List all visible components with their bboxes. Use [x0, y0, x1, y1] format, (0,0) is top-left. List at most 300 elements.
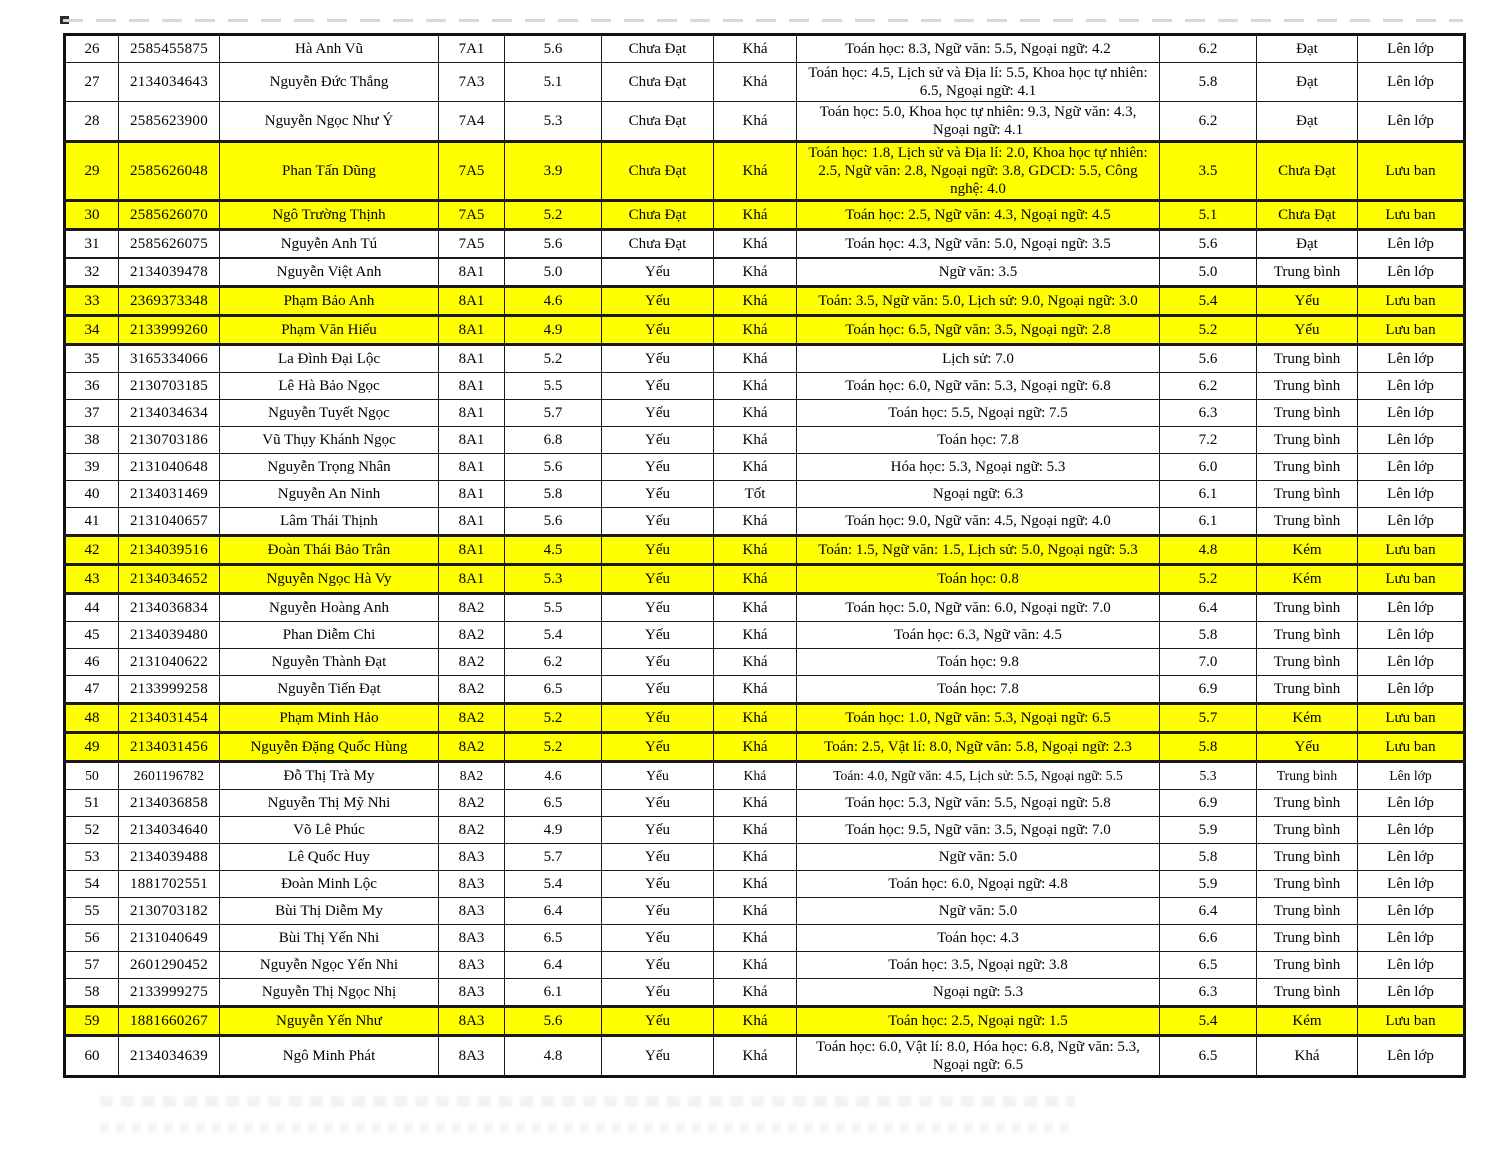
- table-row: [65, 102, 1465, 142]
- cell-status: Chưa Đạt: [602, 142, 714, 201]
- cell-result: Lưu ban: [1358, 287, 1465, 316]
- cell-rank: Khá: [1257, 1036, 1358, 1077]
- cell-rank: Trung bình: [1257, 622, 1358, 649]
- cell-rank: Trung bình: [1257, 454, 1358, 481]
- cell-status: Yếu: [602, 400, 714, 427]
- cell-conduct: Khá: [714, 733, 797, 762]
- cell-gpa: 4.8: [505, 1036, 602, 1077]
- cell-gpa2: 5.7: [1160, 704, 1257, 733]
- cell-id: 2134031469: [119, 481, 220, 508]
- cell-gpa: 5.6: [505, 508, 602, 536]
- cell-stt: 60: [65, 1036, 119, 1077]
- cell-status: Chưa Đạt: [602, 230, 714, 259]
- cell-stt: 55: [65, 898, 119, 925]
- cell-gpa: 6.1: [505, 979, 602, 1007]
- table-row: [65, 790, 1465, 817]
- cell-status: Yếu: [602, 345, 714, 373]
- cell-result: Lên lớp: [1358, 898, 1465, 925]
- cell-subjects: Toán học: 9.8: [797, 649, 1160, 676]
- cell-result: Lên lớp: [1358, 400, 1465, 427]
- cell-id: 2134039478: [119, 258, 220, 287]
- cell-name: Nguyễn Tiến Đạt: [220, 676, 439, 704]
- table-row: [65, 508, 1465, 536]
- cell-conduct: Khá: [714, 508, 797, 536]
- cell-result: Lưu ban: [1358, 142, 1465, 201]
- cell-conduct: Khá: [714, 201, 797, 230]
- table-row: [65, 345, 1465, 373]
- cell-id: 2133999260: [119, 316, 220, 345]
- cell-id: 2133999275: [119, 979, 220, 1007]
- cell-id: 2601290452: [119, 952, 220, 979]
- cell-gpa2: 5.9: [1160, 871, 1257, 898]
- cell-id: 2130703186: [119, 427, 220, 454]
- cell-result: Lưu ban: [1358, 704, 1465, 733]
- cell-stt: 47: [65, 676, 119, 704]
- cell-gpa2: 6.5: [1160, 952, 1257, 979]
- cell-class: 7A1: [439, 35, 505, 63]
- cell-result: Lên lớp: [1358, 649, 1465, 676]
- cell-subjects: Toán học: 4.5, Lịch sử và Địa lí: 5.5, Khoa học tự nhiên: 6.5, Ngoại ngữ: 4.1: [797, 63, 1160, 102]
- cell-subjects: Toán: 3.5, Ngữ văn: 5.0, Lịch sử: 9.0, Ngoại ngữ: 3.0: [797, 287, 1160, 316]
- cell-id: 2134036858: [119, 790, 220, 817]
- previous-row-edge: [63, 19, 1463, 22]
- cell-stt: 38: [65, 427, 119, 454]
- cell-id: 2134031456: [119, 733, 220, 762]
- cell-rank: Trung bình: [1257, 345, 1358, 373]
- cell-result: Lên lớp: [1358, 762, 1465, 790]
- table-row: [65, 952, 1465, 979]
- cell-stt: 31: [65, 230, 119, 259]
- cell-conduct: Khá: [714, 594, 797, 622]
- cell-name: Phạm Minh Hảo: [220, 704, 439, 733]
- cell-stt: 58: [65, 979, 119, 1007]
- cell-gpa2: 6.9: [1160, 676, 1257, 704]
- cell-stt: 57: [65, 952, 119, 979]
- cell-rank: Trung bình: [1257, 952, 1358, 979]
- cell-result: Lưu ban: [1358, 1007, 1465, 1036]
- cell-result: Lên lớp: [1358, 258, 1465, 287]
- cell-gpa: 5.5: [505, 373, 602, 400]
- cell-subjects: Lịch sử: 7.0: [797, 345, 1160, 373]
- cell-gpa: 6.5: [505, 676, 602, 704]
- cell-status: Yếu: [602, 508, 714, 536]
- cell-stt: 48: [65, 704, 119, 733]
- table-row: [65, 594, 1465, 622]
- cell-gpa2: 6.1: [1160, 481, 1257, 508]
- cell-id: 2585623900: [119, 102, 220, 142]
- cell-conduct: Khá: [714, 427, 797, 454]
- cell-name: Nguyễn Ngọc Yến Nhi: [220, 952, 439, 979]
- cell-result: Lên lớp: [1358, 1036, 1465, 1077]
- cell-status: Yếu: [602, 871, 714, 898]
- student-grades-table: [63, 33, 1466, 1078]
- cell-subjects: Toán học: 5.3, Ngữ văn: 5.5, Ngoại ngữ: 5.8: [797, 790, 1160, 817]
- cell-gpa2: 6.4: [1160, 898, 1257, 925]
- cell-conduct: Khá: [714, 287, 797, 316]
- cell-stt: 53: [65, 844, 119, 871]
- cell-gpa2: 4.8: [1160, 536, 1257, 565]
- table-body: [65, 35, 1465, 1077]
- cell-gpa: 5.3: [505, 102, 602, 142]
- cell-name: Lê Quốc Huy: [220, 844, 439, 871]
- cell-status: Yếu: [602, 454, 714, 481]
- cell-conduct: Khá: [714, 762, 797, 790]
- cell-class: 8A2: [439, 622, 505, 649]
- cell-status: Yếu: [602, 536, 714, 565]
- cell-rank: Yếu: [1257, 316, 1358, 345]
- cell-name: Phạm Bảo Anh: [220, 287, 439, 316]
- cell-stt: 35: [65, 345, 119, 373]
- cell-subjects: Toán học: 6.3, Ngữ văn: 4.5: [797, 622, 1160, 649]
- cell-name: Võ Lê Phúc: [220, 817, 439, 844]
- cell-subjects: Toán học: 6.0, Vật lí: 8.0, Hóa học: 6.8, Ngữ văn: 5.3, Ngoại ngữ: 6.5: [797, 1036, 1160, 1077]
- cell-id: 2585626075: [119, 230, 220, 259]
- cell-status: Yếu: [602, 817, 714, 844]
- cell-conduct: Khá: [714, 142, 797, 201]
- table-row: [65, 287, 1465, 316]
- table-row: [65, 1036, 1465, 1077]
- cell-conduct: Khá: [714, 258, 797, 287]
- cell-result: Lên lớp: [1358, 454, 1465, 481]
- cell-subjects: Toán học: 0.8: [797, 565, 1160, 594]
- cell-name: Nguyễn Thị Mỹ Nhi: [220, 790, 439, 817]
- cell-gpa2: 5.8: [1160, 63, 1257, 102]
- cell-class: 8A1: [439, 316, 505, 345]
- cell-stt: 46: [65, 649, 119, 676]
- cell-rank: Trung bình: [1257, 844, 1358, 871]
- cell-gpa2: 3.5: [1160, 142, 1257, 201]
- cell-name: Phạm Văn Hiếu: [220, 316, 439, 345]
- cell-name: Phan Tấn Dũng: [220, 142, 439, 201]
- cell-subjects: Ngữ văn: 5.0: [797, 844, 1160, 871]
- cell-class: 8A1: [439, 400, 505, 427]
- cell-status: Yếu: [602, 979, 714, 1007]
- cell-subjects: Toán học: 6.5, Ngữ văn: 3.5, Ngoại ngữ: 2.8: [797, 316, 1160, 345]
- cell-result: Lên lớp: [1358, 63, 1465, 102]
- cell-gpa2: 5.6: [1160, 230, 1257, 259]
- cell-result: Lưu ban: [1358, 316, 1465, 345]
- cell-status: Yếu: [602, 844, 714, 871]
- cell-gpa: 4.6: [505, 287, 602, 316]
- table-row: [65, 733, 1465, 762]
- cell-subjects: Toán học: 2.5, Ngoại ngữ: 1.5: [797, 1007, 1160, 1036]
- cell-name: Nguyễn Trọng Nhân: [220, 454, 439, 481]
- cell-status: Yếu: [602, 1036, 714, 1077]
- cell-status: Yếu: [602, 427, 714, 454]
- cell-rank: Trung bình: [1257, 925, 1358, 952]
- cell-result: Lên lớp: [1358, 790, 1465, 817]
- cell-id: 2134031454: [119, 704, 220, 733]
- cell-stt: 28: [65, 102, 119, 142]
- cell-stt: 26: [65, 35, 119, 63]
- cell-name: Hà Anh Vũ: [220, 35, 439, 63]
- cell-name: Nguyễn An Ninh: [220, 481, 439, 508]
- cell-gpa: 5.8: [505, 481, 602, 508]
- table-row: [65, 536, 1465, 565]
- cell-gpa: 4.9: [505, 316, 602, 345]
- cell-gpa2: 6.1: [1160, 508, 1257, 536]
- cell-gpa2: 6.5: [1160, 1036, 1257, 1077]
- cell-subjects: Toán học: 4.3: [797, 925, 1160, 952]
- cell-status: Chưa Đạt: [602, 35, 714, 63]
- cell-status: Yếu: [602, 925, 714, 952]
- cell-result: Lên lớp: [1358, 817, 1465, 844]
- table-row: [65, 871, 1465, 898]
- table-row: [65, 142, 1465, 201]
- cell-id: 2134039480: [119, 622, 220, 649]
- cell-class: 7A5: [439, 142, 505, 201]
- cell-rank: Đạt: [1257, 102, 1358, 142]
- cell-id: 2134034640: [119, 817, 220, 844]
- cell-gpa: 5.6: [505, 1007, 602, 1036]
- cell-subjects: Toán học: 7.8: [797, 676, 1160, 704]
- cell-conduct: Khá: [714, 454, 797, 481]
- cell-result: Lưu ban: [1358, 536, 1465, 565]
- table-row: [65, 481, 1465, 508]
- cell-result: Lên lớp: [1358, 952, 1465, 979]
- cell-gpa2: 6.3: [1160, 979, 1257, 1007]
- cell-name: Nguyễn Việt Anh: [220, 258, 439, 287]
- cell-conduct: Khá: [714, 373, 797, 400]
- cell-rank: Trung bình: [1257, 898, 1358, 925]
- cell-status: Yếu: [602, 733, 714, 762]
- cell-class: 8A3: [439, 844, 505, 871]
- cell-status: Yếu: [602, 952, 714, 979]
- cell-gpa2: 5.3: [1160, 762, 1257, 790]
- cell-subjects: Hóa học: 5.3, Ngoại ngữ: 5.3: [797, 454, 1160, 481]
- cell-id: 2133999258: [119, 676, 220, 704]
- cell-stt: 27: [65, 63, 119, 102]
- cell-class: 8A2: [439, 704, 505, 733]
- cell-id: 2134034639: [119, 1036, 220, 1077]
- cell-stt: 50: [65, 762, 119, 790]
- cell-id: 2131040657: [119, 508, 220, 536]
- cell-name: Đoàn Minh Lộc: [220, 871, 439, 898]
- cell-result: Lên lớp: [1358, 844, 1465, 871]
- cell-gpa: 6.4: [505, 898, 602, 925]
- cell-conduct: Khá: [714, 1007, 797, 1036]
- table-row: [65, 762, 1465, 790]
- cell-name: Lâm Thái Thịnh: [220, 508, 439, 536]
- cell-rank: Kém: [1257, 565, 1358, 594]
- cell-name: Nguyễn Anh Tú: [220, 230, 439, 259]
- cell-id: 2134036834: [119, 594, 220, 622]
- cell-subjects: Toán: 4.0, Ngữ văn: 4.5, Lịch sử: 5.5, Ngoại ngữ: 5.5: [797, 762, 1160, 790]
- cell-id: 3165334066: [119, 345, 220, 373]
- cell-subjects: Toán học: 6.0, Ngoại ngữ: 4.8: [797, 871, 1160, 898]
- cell-conduct: Khá: [714, 925, 797, 952]
- cell-name: Lê Hà Bảo Ngọc: [220, 373, 439, 400]
- cell-result: Lên lớp: [1358, 925, 1465, 952]
- cell-rank: Trung bình: [1257, 258, 1358, 287]
- cell-name: Bùi Thị Yến Nhi: [220, 925, 439, 952]
- cell-result: Lên lớp: [1358, 230, 1465, 259]
- table-row: [65, 400, 1465, 427]
- cell-gpa: 3.9: [505, 142, 602, 201]
- cell-id: 1881702551: [119, 871, 220, 898]
- cell-class: 8A2: [439, 733, 505, 762]
- cell-subjects: Ngoại ngữ: 5.3: [797, 979, 1160, 1007]
- cell-subjects: Toán: 2.5, Vật lí: 8.0, Ngữ văn: 5.8, Ngoại ngữ: 2.3: [797, 733, 1160, 762]
- cell-class: 8A2: [439, 790, 505, 817]
- table-row: [65, 373, 1465, 400]
- cell-stt: 51: [65, 790, 119, 817]
- cell-result: Lên lớp: [1358, 622, 1465, 649]
- cell-rank: Yếu: [1257, 287, 1358, 316]
- cell-gpa2: 6.9: [1160, 790, 1257, 817]
- cell-subjects: Ngữ văn: 5.0: [797, 898, 1160, 925]
- cell-status: Yếu: [602, 898, 714, 925]
- cell-conduct: Khá: [714, 871, 797, 898]
- table-row: [65, 844, 1465, 871]
- cell-rank: Yếu: [1257, 733, 1358, 762]
- cell-class: 8A3: [439, 871, 505, 898]
- cell-gpa: 5.6: [505, 454, 602, 481]
- cell-gpa: 4.6: [505, 762, 602, 790]
- cell-conduct: Khá: [714, 952, 797, 979]
- cell-name: Nguyễn Tuyết Ngọc: [220, 400, 439, 427]
- cell-class: 7A3: [439, 63, 505, 102]
- cell-result: Lên lớp: [1358, 508, 1465, 536]
- cell-gpa: 6.8: [505, 427, 602, 454]
- cell-stt: 33: [65, 287, 119, 316]
- cell-stt: 39: [65, 454, 119, 481]
- cell-class: 8A2: [439, 817, 505, 844]
- cell-rank: Trung bình: [1257, 676, 1358, 704]
- cell-gpa2: 6.2: [1160, 35, 1257, 63]
- cell-name: Nguyễn Ngọc Hà Vy: [220, 565, 439, 594]
- cell-class: 8A3: [439, 1036, 505, 1077]
- cell-status: Chưa Đạt: [602, 63, 714, 102]
- cell-class: 8A1: [439, 481, 505, 508]
- cell-status: Yếu: [602, 676, 714, 704]
- cell-stt: 49: [65, 733, 119, 762]
- cell-class: 8A2: [439, 676, 505, 704]
- cell-gpa: 6.4: [505, 952, 602, 979]
- cell-rank: Trung bình: [1257, 817, 1358, 844]
- cell-name: Nguyễn Hoàng Anh: [220, 594, 439, 622]
- cell-class: 8A2: [439, 649, 505, 676]
- cell-subjects: Toán học: 5.0, Ngữ văn: 6.0, Ngoại ngữ: 7.0: [797, 594, 1160, 622]
- table-row: [65, 35, 1465, 63]
- cell-gpa2: 6.0: [1160, 454, 1257, 481]
- cell-name: Nguyễn Thành Đạt: [220, 649, 439, 676]
- cell-rank: Trung bình: [1257, 481, 1358, 508]
- cell-conduct: Khá: [714, 400, 797, 427]
- cell-class: 8A1: [439, 565, 505, 594]
- cell-class: 8A2: [439, 594, 505, 622]
- cell-result: Lên lớp: [1358, 594, 1465, 622]
- cell-subjects: Toán học: 5.0, Khoa học tự nhiên: 9.3, Ngữ văn: 4.3, Ngoại ngữ: 4.1: [797, 102, 1160, 142]
- cell-name: Nguyễn Ngọc Như Ý: [220, 102, 439, 142]
- cell-gpa2: 5.8: [1160, 622, 1257, 649]
- cell-stt: 37: [65, 400, 119, 427]
- table-row: [65, 258, 1465, 287]
- cell-gpa: 5.5: [505, 594, 602, 622]
- cell-stt: 56: [65, 925, 119, 952]
- cell-conduct: Khá: [714, 316, 797, 345]
- cell-stt: 59: [65, 1007, 119, 1036]
- cell-status: Yếu: [602, 565, 714, 594]
- table-row: [65, 1007, 1465, 1036]
- cell-stt: 45: [65, 622, 119, 649]
- table-row: [65, 63, 1465, 102]
- cell-conduct: Khá: [714, 536, 797, 565]
- table-row: [65, 676, 1465, 704]
- cell-status: Yếu: [602, 762, 714, 790]
- cell-stt: 54: [65, 871, 119, 898]
- cell-gpa: 6.5: [505, 925, 602, 952]
- table-row: [65, 817, 1465, 844]
- cell-gpa: 4.5: [505, 536, 602, 565]
- cell-conduct: Khá: [714, 1036, 797, 1077]
- cell-rank: Trung bình: [1257, 649, 1358, 676]
- cell-gpa2: 5.2: [1160, 565, 1257, 594]
- cell-rank: Trung bình: [1257, 871, 1358, 898]
- cell-status: Yếu: [602, 594, 714, 622]
- cell-conduct: Khá: [714, 102, 797, 142]
- cell-result: Lên lớp: [1358, 481, 1465, 508]
- cell-gpa: 4.9: [505, 817, 602, 844]
- cell-rank: Chưa Đạt: [1257, 201, 1358, 230]
- cell-class: 8A1: [439, 454, 505, 481]
- cell-class: 7A4: [439, 102, 505, 142]
- cell-conduct: Khá: [714, 622, 797, 649]
- cell-status: Yếu: [602, 481, 714, 508]
- cell-conduct: Khá: [714, 649, 797, 676]
- cell-class: 8A1: [439, 536, 505, 565]
- cell-status: Yếu: [602, 1007, 714, 1036]
- cell-id: 2134039516: [119, 536, 220, 565]
- cell-subjects: Toán học: 9.0, Ngữ văn: 4.5, Ngoại ngữ: 4.0: [797, 508, 1160, 536]
- cell-gpa: 5.4: [505, 871, 602, 898]
- cell-status: Yếu: [602, 622, 714, 649]
- table-row: [65, 925, 1465, 952]
- table-row: [65, 979, 1465, 1007]
- cell-conduct: Khá: [714, 898, 797, 925]
- table-row: [65, 454, 1465, 481]
- cell-gpa2: 7.0: [1160, 649, 1257, 676]
- cell-id: 2585455875: [119, 35, 220, 63]
- cell-gpa: 5.2: [505, 733, 602, 762]
- cell-name: Ngô Minh Phát: [220, 1036, 439, 1077]
- cell-stt: 30: [65, 201, 119, 230]
- cell-name: Nguyễn Yến Như: [220, 1007, 439, 1036]
- cell-gpa: 5.4: [505, 622, 602, 649]
- cell-class: 8A3: [439, 952, 505, 979]
- cell-class: 8A1: [439, 287, 505, 316]
- cell-result: Lên lớp: [1358, 102, 1465, 142]
- cell-result: Lên lớp: [1358, 427, 1465, 454]
- cell-id: 2585626070: [119, 201, 220, 230]
- cell-name: Bùi Thị Diễm My: [220, 898, 439, 925]
- table-row: [65, 898, 1465, 925]
- cell-result: Lên lớp: [1358, 979, 1465, 1007]
- cell-status: Chưa Đạt: [602, 201, 714, 230]
- cell-status: Yếu: [602, 790, 714, 817]
- cell-subjects: Toán học: 8.3, Ngữ văn: 5.5, Ngoại ngữ: 4.2: [797, 35, 1160, 63]
- cell-name: Ngô Trường Thịnh: [220, 201, 439, 230]
- cell-subjects: Ngữ văn: 3.5: [797, 258, 1160, 287]
- cell-stt: 40: [65, 481, 119, 508]
- cell-stt: 32: [65, 258, 119, 287]
- cell-stt: 52: [65, 817, 119, 844]
- cell-rank: Kém: [1257, 704, 1358, 733]
- table-row: [65, 649, 1465, 676]
- cell-stt: 42: [65, 536, 119, 565]
- cell-subjects: Toán học: 7.8: [797, 427, 1160, 454]
- cell-class: 8A2: [439, 762, 505, 790]
